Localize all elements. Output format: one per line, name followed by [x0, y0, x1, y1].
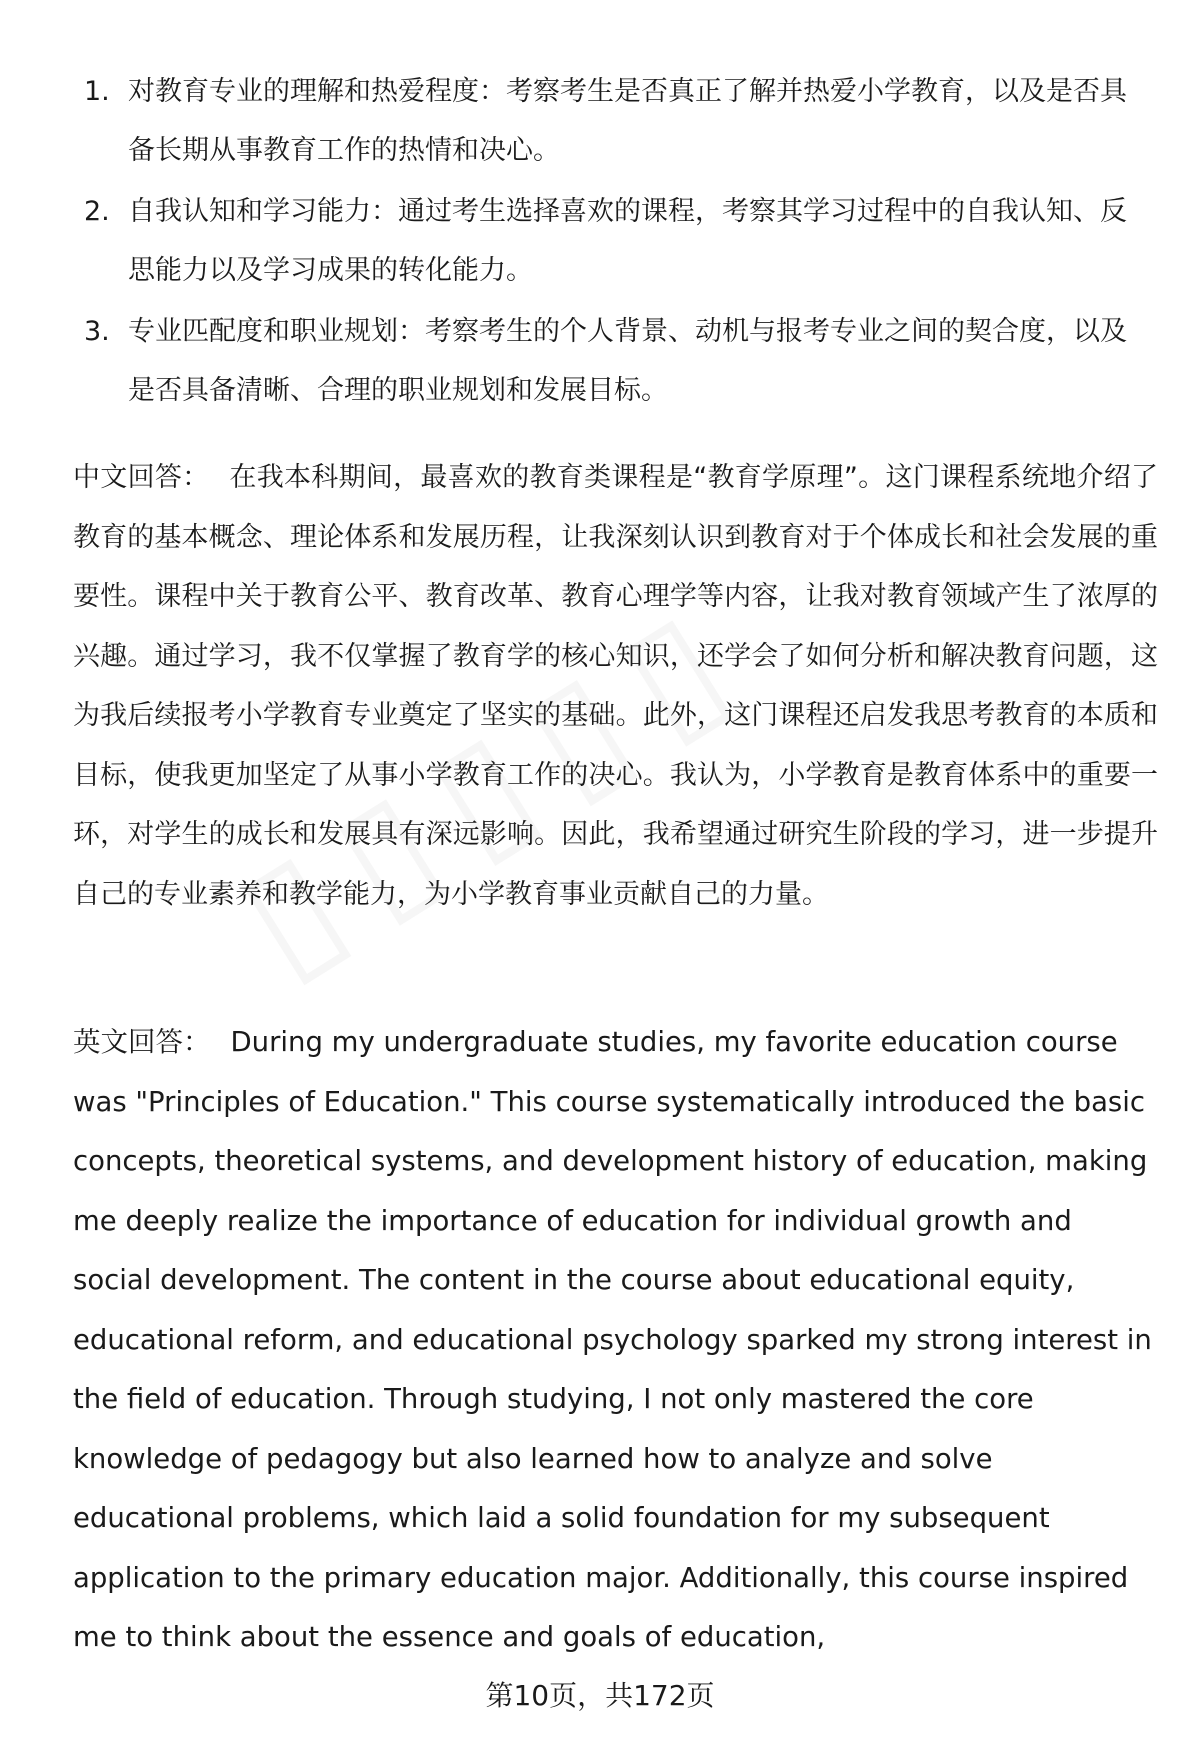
- chinese-answer-text: 在我本科期间，最喜欢的教育类课程是“教育学原理”。这门课程系统地介绍了教育的基本概念、理论体系和发展历程，让我深刻认识到教育对于个体成长和社会发展的重要性。课程中关于教育公平、教育改革、教育心理学等内容，让我对教育领域产生了浓厚的兴趣。通过学习，我不仅掌握了教育学的核心知识，还学会了如何分析和解决教育问题，这为我后续报考小学教育专业奠定了坚实的基础。此外，这门课程还启发我思考教育的本质和目标，使我更加坚定了从事小学教育工作的决心。我认为，小学教育是教育体系中的重要一环，对学生的成长和发展具有深远影响。因此，我希望通过研究生阶段的学习，进一步提升自己的专业素养和教学能力，为小学教育事业贡献自己的力量。: [73, 462, 1158, 910]
- evaluation-criteria-list: [84, 62, 1144, 422]
- chinese-answer-paragraph: [73, 448, 1158, 924]
- english-answer-label: 英文回答：: [73, 1026, 211, 1058]
- english-answer-paragraph: [73, 1013, 1158, 1668]
- list-item-text: 对教育专业的理解和热爱程度：考察考生是否真正了解并热爱小学教育，以及是否具备长期从事教育工作的热情和决心。: [128, 76, 1127, 166]
- list-item: [84, 182, 1144, 300]
- list-item-text: 专业匹配度和职业规划：考察考生的个人背景、动机与报考专业之间的契合度，以及是否具备清晰、合理的职业规划和发展目标。: [128, 316, 1127, 406]
- page-number-footer: 第10页，共172页: [485, 1679, 715, 1712]
- list-item-number: 2.: [84, 196, 110, 227]
- list-item-text: 自我认知和学习能力：通过考生选择喜欢的课程，考察其学习过程中的自我认知、反思能力以及学习成果的转化能力。: [128, 196, 1127, 286]
- list-item-number: 1.: [84, 76, 110, 107]
- list-item: [84, 302, 1144, 420]
- list-item-number: 3.: [84, 316, 110, 347]
- chinese-answer-label: 中文回答：: [73, 462, 210, 493]
- list-item: [84, 62, 1144, 180]
- english-answer-text: During my undergraduate studies, my favorite education course was "Principles of Education." This course systematically introduced the basic concepts, theoretical systems, and development history of education, making me deeply realize the importance of education for individual growth and social development. The content in the course about educational equity, educational reform, and educational psychology sparked my strong interest in the field of education. Through studying, I not only mastered the core knowledge of pedagogy but also learned how to analyze and solve educational problems, which laid a solid foundation for my subsequent application to the primary education major. Additionally, this course inspired me to think about the essence and goals of education,: [73, 1026, 1152, 1653]
